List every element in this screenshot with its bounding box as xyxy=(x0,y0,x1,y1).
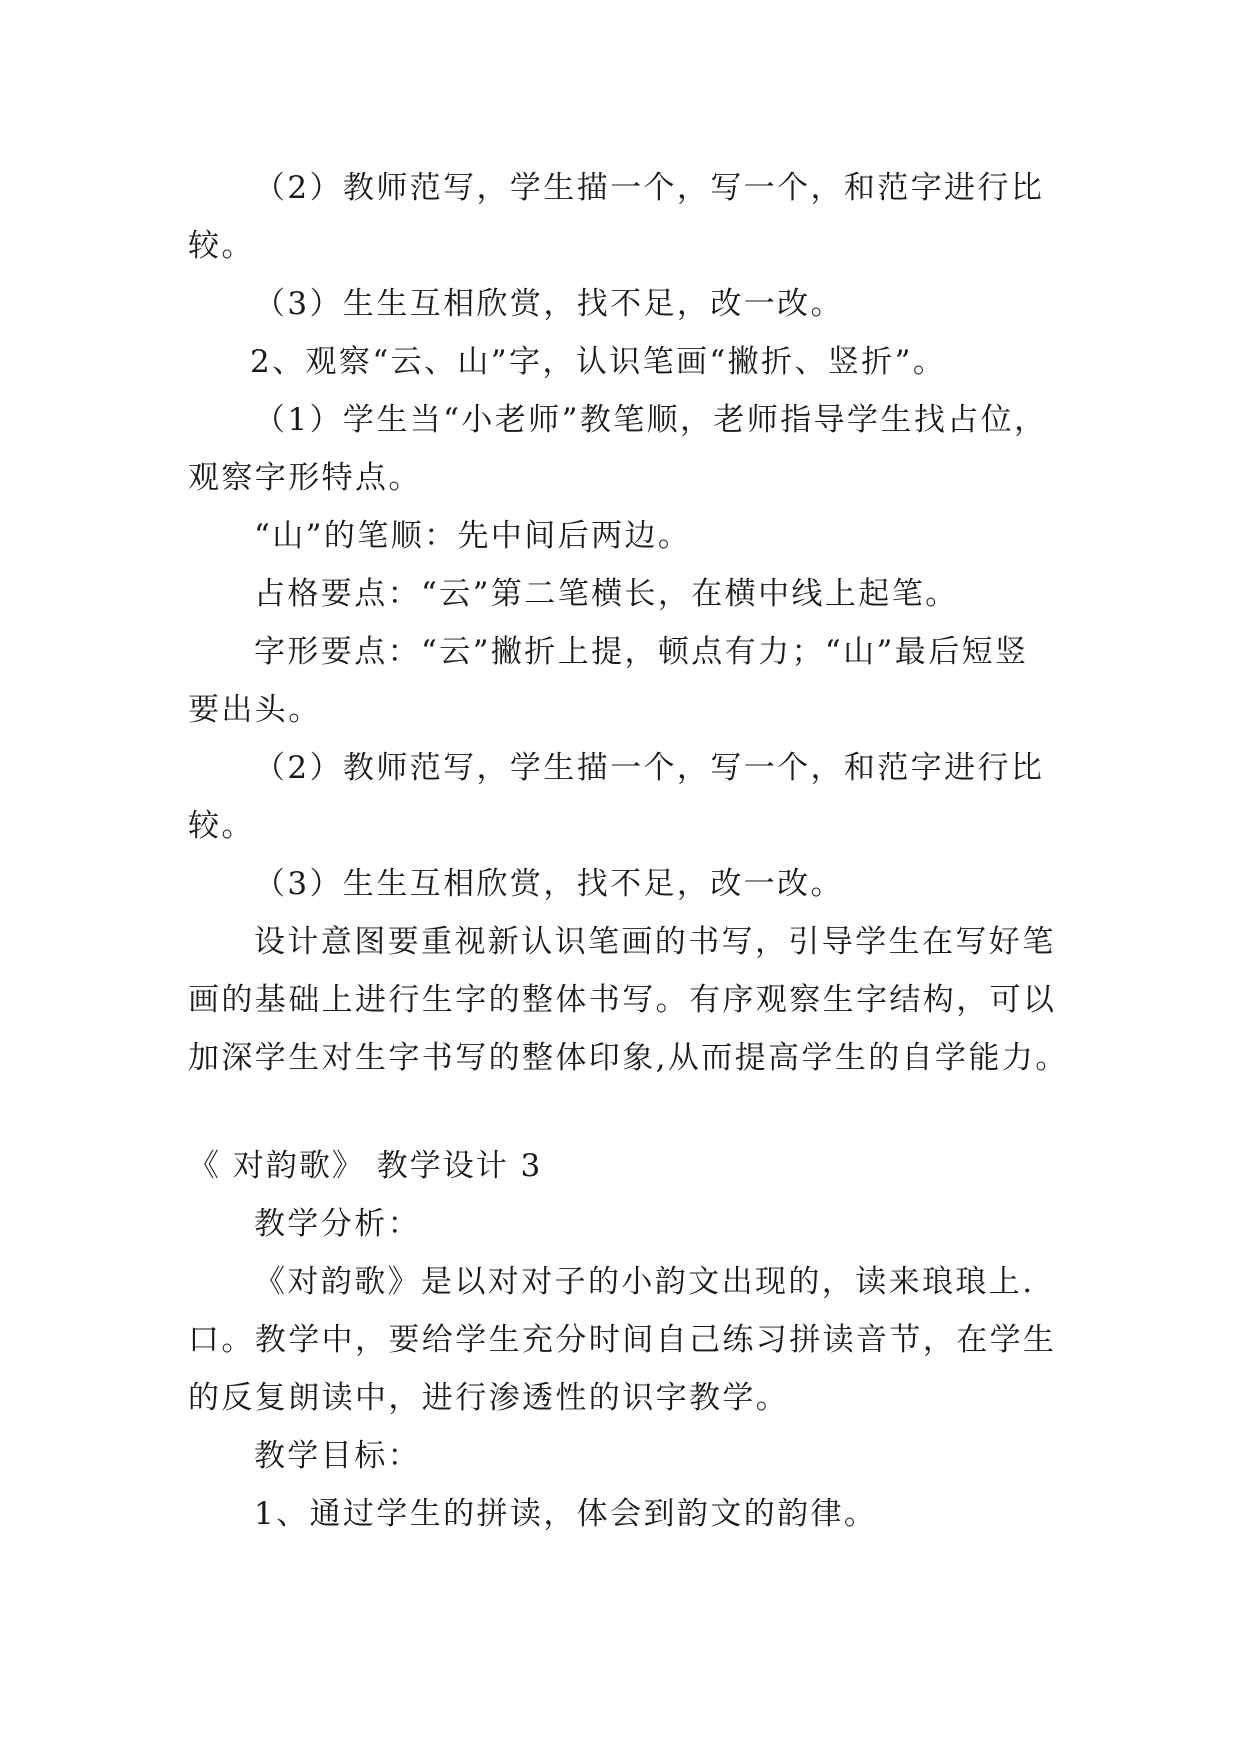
paragraph-line: 画的基础上进行生字的整体书写。有序观察生字结构，可以 xyxy=(188,982,1057,1018)
section-heading: 《 对韵歌》 教学设计 3 xyxy=(188,1148,543,1184)
paragraph-line: 要出头。 xyxy=(188,692,322,728)
paragraph-line: 2、观察“云、山”字，认识笔画“撇折、竖折”。 xyxy=(250,344,947,380)
paragraph-line: 口。教学中，要给学生充分时间自己练习拼读音节，在学生 xyxy=(188,1322,1057,1358)
paragraph-line: 教学目标： xyxy=(254,1438,421,1474)
paragraph-line: 占格要点：“云”第二笔横长，在横中线上起笔。 xyxy=(254,576,959,612)
paragraph-line: 较。 xyxy=(188,808,255,844)
paragraph-line: （2）教师范写，学生描一个，写一个，和范字进行比 xyxy=(254,750,1045,786)
paragraph-line: 《对韵歌》是以对对子的小韵文出现的，读来琅琅上. xyxy=(254,1264,1035,1300)
paragraph-line: 1、通过学生的拼读，体会到韵文的韵律。 xyxy=(254,1496,878,1532)
paragraph-line: （3）生生互相欣赏，找不足，改一改。 xyxy=(254,286,844,322)
paragraph-line: 加深学生对生字书写的整体印象,从而提高学生的自学能力。 xyxy=(188,1040,1069,1076)
paragraph-line: 教学分析： xyxy=(254,1206,421,1242)
paragraph-line: 字形要点：“云”撇折上提，顿点有力；“山”最后短竖 xyxy=(254,634,1029,670)
paragraph-line: 较。 xyxy=(188,228,255,264)
paragraph-line: （3）生生互相欣赏，找不足，改一改。 xyxy=(254,866,844,902)
paragraph-line: “山”的笔顺：先中间后两边。 xyxy=(254,518,692,554)
paragraph-line: （2）教师范写，学生描一个，写一个，和范字进行比 xyxy=(254,170,1045,206)
paragraph-line: （1）学生当“小老师”教笔顺，老师指导学生找占位， xyxy=(254,402,1048,438)
paragraph-line: 设计意图要重视新认识笔画的书写，引导学生在写好笔 xyxy=(254,924,1056,960)
paragraph-line: 的反复朗读中，进行渗透性的识字教学。 xyxy=(188,1380,790,1416)
paragraph-line: 观察字形特点。 xyxy=(188,460,422,496)
